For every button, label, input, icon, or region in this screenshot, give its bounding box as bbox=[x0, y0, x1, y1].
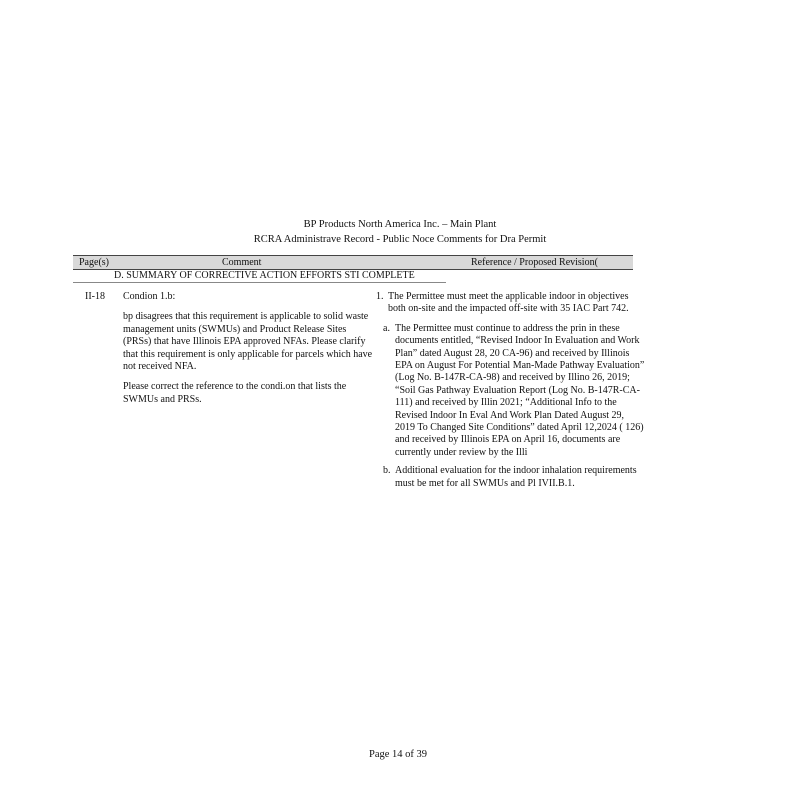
reference-subitem-b bbox=[383, 465, 646, 490]
section-heading-row bbox=[73, 269, 446, 283]
reference-subitem-a bbox=[383, 323, 646, 459]
comment-paragraph-2: Please correct the reference to the condi.on that lists the SWMUs and PRSs. bbox=[123, 381, 347, 405]
header-title: RCRA Administrave Record - Public Noce Comments for Dra Permit bbox=[253, 234, 547, 245]
reference-subitem-b-text: Additional evaluation for the indoor inhalation requirements must be met for all SWMUs and Pl IVII.B.1. bbox=[395, 465, 637, 489]
header-company: BP Products North America Inc. – Main Plant bbox=[303, 219, 497, 230]
reference-subitem-a-text: The Permittee must continue to address the prin in these documents entitled, “Revised Indoor In Evaluation and Work Plan” dated August 28, 20 CA-96) and received by Illinois EPA on August For Potential Man-Made Pathway Evaluation” (Log No. B-147R-CA-98) and received by Illino 26, 2019; “Soil Gas Pathway Evaluation Report (Log No. B-147R-CA-111) and received by Illin 2021; “Additional Info to the Revised Indoor In Eval And Work Plan Dated August 29, 2019 To Changed Site Conditions” dated April 12,2024 ( 126) and received by Illinois EPA on April 16, documents are currently under review by the Illi bbox=[395, 322, 645, 458]
comment-cell bbox=[123, 291, 373, 414]
reference-cell bbox=[376, 291, 646, 496]
comment-paragraph-1: bp disagrees that this requirement is applicable to solid waste management units (SWMUs) and Product Release Sites (PRSs) that have Illinois EPA approved NFAs. Please clarify that this requirement is only applicable for parcels which have not received NFA. bbox=[123, 311, 373, 373]
reference-subitem-b-letter: b. bbox=[383, 465, 391, 477]
page-number-label: Page 14 of 39 bbox=[369, 749, 428, 760]
column-header-comment: Comment bbox=[222, 257, 262, 268]
reference-item-1 bbox=[376, 291, 646, 316]
column-header-page: Page(s) bbox=[79, 257, 109, 268]
condition-label: Condion 1.b: bbox=[123, 291, 176, 302]
table-header-row bbox=[73, 255, 633, 270]
row-page-number: II-18 bbox=[85, 291, 105, 302]
document-header bbox=[180, 217, 620, 247]
reference-subitem-a-letter: a. bbox=[383, 322, 390, 334]
reference-item-1-text: The Permittee must meet the applicable indoor in objectives both on-site and the impacted off-site with 35 IAC Part 742. bbox=[388, 291, 629, 315]
section-heading: D. SUMMARY OF CORRECTIVE ACTION EFFORTS STI COMPLETE bbox=[114, 270, 415, 281]
reference-item-1-number: 1. bbox=[376, 291, 384, 302]
column-header-reference: Reference / Proposed Revision( bbox=[471, 257, 598, 268]
